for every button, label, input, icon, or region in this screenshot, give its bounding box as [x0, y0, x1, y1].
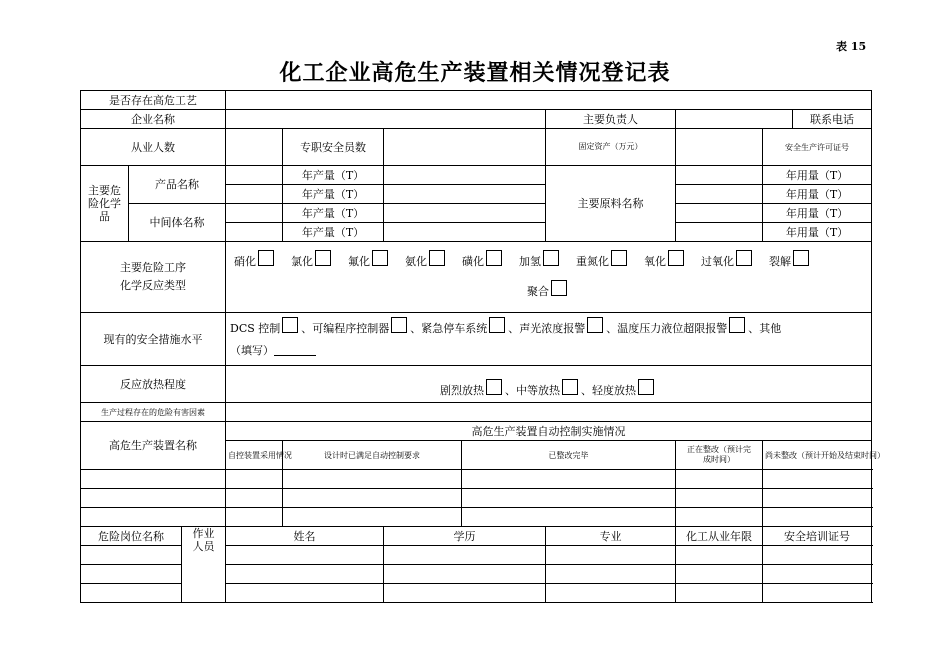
raw-material-field[interactable]	[676, 185, 763, 204]
measure-option[interactable]: 、温度压力液位超限报警	[606, 322, 748, 335]
checkbox[interactable]	[638, 379, 654, 395]
device-cell[interactable]	[226, 489, 283, 508]
post-cell[interactable]	[226, 546, 384, 565]
hazards-label: 生产过程存在的危险有害因素	[81, 403, 226, 422]
post-cell[interactable]	[676, 546, 763, 565]
checkbox[interactable]	[429, 250, 445, 266]
checkbox[interactable]	[736, 250, 752, 266]
chemicals-label: 主要危险化学品	[81, 166, 129, 242]
post-col-header: 化工从业年限	[676, 527, 763, 546]
device-cell[interactable]	[81, 470, 226, 489]
checkbox[interactable]	[611, 250, 627, 266]
checkbox[interactable]	[486, 379, 502, 395]
post-cell[interactable]	[676, 565, 763, 584]
device-cell[interactable]	[226, 470, 283, 489]
worker-label: 作业人员	[182, 527, 226, 603]
main-leader-field[interactable]	[676, 110, 793, 129]
device-cell[interactable]	[763, 470, 872, 489]
device-section-title: 高危生产装置自动控制实施情况	[226, 422, 872, 441]
post-cell[interactable]	[676, 584, 763, 603]
checkbox[interactable]	[551, 280, 567, 296]
company-name-field[interactable]	[226, 110, 546, 129]
device-col-header: 自控装置采用情况	[226, 441, 283, 470]
measures-options	[226, 313, 872, 366]
table-row	[81, 489, 872, 508]
staff-count-field[interactable]	[226, 129, 283, 166]
post-cell[interactable]	[763, 546, 872, 565]
post-cell[interactable]	[226, 565, 384, 584]
post-col-header: 姓名	[226, 527, 384, 546]
fixed-assets-label: 固定资产（万元）	[546, 129, 676, 166]
annual-use-label: 年用量（T）	[763, 185, 872, 204]
annual-use-label: 年用量（T）	[763, 223, 872, 242]
hazards-field[interactable]	[226, 403, 872, 422]
heat-option[interactable]: 、中等放热	[505, 384, 581, 397]
annual-use-label: 年用量（T）	[763, 166, 872, 185]
has-process-label: 是否存在高危工艺	[81, 91, 226, 110]
intermediate-name-label: 中间体名称	[129, 204, 226, 242]
measure-option[interactable]: 、可编程序控制器	[301, 322, 410, 335]
registration-form	[80, 90, 885, 603]
device-cell[interactable]	[283, 508, 462, 527]
device-cell[interactable]	[81, 489, 226, 508]
staff-count-label: 从业人数	[81, 129, 226, 166]
product-name-field-2[interactable]	[226, 185, 283, 204]
reaction-option[interactable]: 过氧化	[701, 247, 755, 277]
raw-material-field[interactable]	[676, 204, 763, 223]
page-title: 化工企业高危生产装置相关情况登记表	[279, 60, 671, 86]
annual-use-label: 年用量（T）	[763, 204, 872, 223]
checkbox[interactable]	[587, 317, 603, 333]
has-process-field[interactable]	[226, 91, 872, 110]
heat-option[interactable]: 、轻度放热	[581, 384, 657, 397]
reaction-option[interactable]: 硝化	[234, 247, 277, 277]
device-cell[interactable]	[676, 489, 763, 508]
post-name-label: 危险岗位名称	[81, 527, 182, 546]
measure-fill-label: （填写）	[230, 343, 274, 357]
phone-label: 联系电话	[793, 110, 872, 129]
reaction-option[interactable]: 加氢	[519, 247, 562, 277]
post-cell[interactable]	[81, 565, 182, 584]
checkbox[interactable]	[489, 317, 505, 333]
device-cell[interactable]	[462, 489, 676, 508]
table-row	[81, 470, 872, 489]
annual-output-label: 年产量（T）	[283, 204, 384, 223]
main-leader-label: 主要负责人	[546, 110, 676, 129]
reaction-type-options	[226, 242, 872, 313]
company-name-label: 企业名称	[81, 110, 226, 129]
device-cell[interactable]	[676, 470, 763, 489]
heat-options	[226, 366, 872, 403]
device-col-header: 尚未整改（预计开始及结束时间）	[763, 441, 872, 470]
post-cell[interactable]	[546, 546, 676, 565]
checkbox[interactable]	[282, 317, 298, 333]
post-cell[interactable]	[546, 565, 676, 584]
table-row	[81, 508, 872, 527]
reaction-option[interactable]: 氯化	[291, 247, 334, 277]
checkbox[interactable]	[729, 317, 745, 333]
post-cell[interactable]	[763, 565, 872, 584]
intermediate-name-field-1[interactable]	[226, 204, 283, 223]
annual-output-field[interactable]	[384, 185, 546, 204]
measure-option[interactable]: 、紧急停车系统	[410, 322, 508, 335]
reaction-type-label	[81, 242, 226, 313]
reaction-option[interactable]: 裂解	[769, 247, 812, 277]
checkbox[interactable]	[372, 250, 388, 266]
device-cell[interactable]	[462, 508, 676, 527]
reaction-option[interactable]: 氟化	[348, 247, 391, 277]
annual-output-label: 年产量（T）	[283, 185, 384, 204]
measure-option[interactable]: 、声光浓度报警	[508, 322, 606, 335]
heat-label: 反应放热程度	[81, 366, 226, 403]
device-cell[interactable]	[462, 470, 676, 489]
checkbox[interactable]	[543, 250, 559, 266]
post-col-header: 专业	[546, 527, 676, 546]
device-cell[interactable]	[283, 489, 462, 508]
product-name-label: 产品名称	[129, 166, 226, 204]
measure-other: 、其他	[748, 321, 782, 335]
device-cell[interactable]	[81, 508, 226, 527]
reaction-option[interactable]: 聚合	[228, 277, 869, 307]
device-col-header: 设计时已满足自动控制要求	[283, 441, 462, 470]
device-cell[interactable]	[763, 508, 872, 527]
device-cell[interactable]	[226, 508, 283, 527]
annual-output-field[interactable]	[384, 204, 546, 223]
license-label: 安全生产许可证号	[763, 129, 872, 166]
post-cell[interactable]	[384, 565, 546, 584]
raw-material-field[interactable]	[676, 223, 763, 242]
post-cell[interactable]	[226, 584, 384, 603]
post-cell[interactable]	[763, 584, 872, 603]
measure-fill-field[interactable]	[274, 345, 316, 356]
annual-output-field[interactable]	[384, 223, 546, 242]
table-number: 表 15	[836, 40, 867, 53]
annual-output-field[interactable]	[384, 166, 546, 185]
measure-option[interactable]: DCS 控制	[230, 322, 301, 335]
measures-label: 现有的安全措施水平	[81, 313, 226, 366]
annual-output-label: 年产量（T）	[283, 223, 384, 242]
device-cell[interactable]	[763, 489, 872, 508]
safety-staff-label: 专职安全员数	[283, 129, 384, 166]
reaction-option[interactable]: 重氮化	[576, 247, 630, 277]
product-name-field-1[interactable]	[226, 166, 283, 185]
reaction-label-line1: 主要危险工序	[120, 261, 186, 274]
annual-output-label: 年产量（T）	[283, 166, 384, 185]
reaction-option[interactable]: 氧化	[644, 247, 687, 277]
checkbox[interactable]	[258, 250, 274, 266]
checkbox[interactable]	[315, 250, 331, 266]
checkbox[interactable]	[391, 317, 407, 333]
post-col-header: 学历	[384, 527, 546, 546]
checkbox[interactable]	[486, 250, 502, 266]
post-cell[interactable]	[384, 584, 546, 603]
device-cell[interactable]	[283, 470, 462, 489]
device-col-header: 正在整改（预计完成时间）	[676, 441, 763, 470]
device-cell[interactable]	[676, 508, 763, 527]
raw-material-field[interactable]	[676, 166, 763, 185]
device-col-header: 已整改完毕	[462, 441, 676, 470]
checkbox[interactable]	[562, 379, 578, 395]
raw-material-label: 主要原料名称	[546, 166, 676, 242]
fixed-assets-field[interactable]	[676, 129, 763, 166]
reaction-label-line2: 化学反应类型	[120, 279, 186, 292]
heat-option[interactable]: 剧烈放热	[440, 384, 505, 397]
post-col-header: 安全培训证号	[763, 527, 872, 546]
checkbox[interactable]	[793, 250, 809, 266]
reaction-option[interactable]: 氨化	[405, 247, 448, 277]
safety-staff-field[interactable]	[384, 129, 546, 166]
checkbox[interactable]	[668, 250, 684, 266]
reaction-option[interactable]: 磺化	[462, 247, 505, 277]
post-cell[interactable]	[81, 546, 182, 565]
post-cell[interactable]	[384, 546, 546, 565]
post-cell[interactable]	[81, 584, 182, 603]
intermediate-name-field-2[interactable]	[226, 223, 283, 242]
post-cell[interactable]	[546, 584, 676, 603]
device-name-label: 高危生产装置名称	[81, 422, 226, 470]
